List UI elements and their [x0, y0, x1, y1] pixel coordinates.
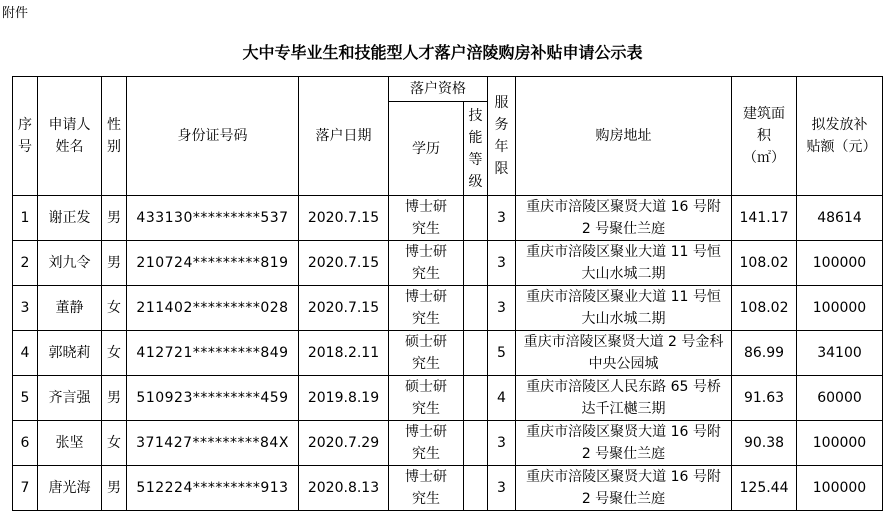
document-title: 大中专毕业生和技能型人才落户涪陵购房补贴申请公示表	[242, 43, 643, 62]
cell-address: 重庆市涪陵区聚贤大道 16 号附 2 号聚仕兰庭	[516, 196, 732, 241]
cell-gender: 女	[102, 286, 127, 331]
cell-id-number: 510923*********459	[127, 376, 299, 421]
cell-education: 博士研究生	[389, 286, 464, 331]
cell-address: 重庆市涪陵区聚贤大道 2 号金科中央公园城	[516, 331, 732, 376]
cell-settle-date: 2020.7.15	[299, 286, 389, 331]
table-row	[13, 466, 883, 511]
cell-id-number: 433130*********537	[127, 196, 299, 241]
cell-id-number: 371427*********84X	[127, 421, 299, 466]
cell-service-years: 4	[488, 376, 516, 421]
cell-name: 张坚	[38, 421, 102, 466]
cell-education: 博士研究生	[389, 241, 464, 286]
cell-seq: 5	[13, 376, 38, 421]
cell-education: 博士研究生	[389, 466, 464, 511]
cell-seq: 1	[13, 196, 38, 241]
cell-gender: 女	[102, 421, 127, 466]
cell-name: 刘九令	[38, 241, 102, 286]
header-seq: 序号	[13, 77, 38, 196]
header-education: 学历	[389, 102, 464, 196]
header-date: 落户日期	[299, 77, 389, 196]
cell-subsidy: 60000	[797, 376, 883, 421]
table-row	[13, 421, 883, 466]
header-qualification: 落户资格	[389, 77, 488, 102]
cell-id-number: 412721*********849	[127, 331, 299, 376]
cell-subsidy: 100000	[797, 421, 883, 466]
cell-skill-level	[464, 331, 488, 376]
cell-subsidy: 48614	[797, 196, 883, 241]
cell-seq: 7	[13, 466, 38, 511]
cell-skill-level	[464, 466, 488, 511]
cell-settle-date: 2018.2.11	[299, 331, 389, 376]
cell-subsidy: 100000	[797, 241, 883, 286]
cell-skill-level	[464, 376, 488, 421]
cell-name: 董静	[38, 286, 102, 331]
cell-seq: 6	[13, 421, 38, 466]
cell-education: 博士研究生	[389, 196, 464, 241]
cell-service-years: 5	[488, 331, 516, 376]
header-service-years: 服务年限	[488, 77, 516, 196]
cell-address: 重庆市涪陵区聚贤大道 16 号附 2 号聚仕兰庭	[516, 421, 732, 466]
cell-name: 谢正发	[38, 196, 102, 241]
cell-education: 博士研究生	[389, 421, 464, 466]
cell-gender: 男	[102, 466, 127, 511]
cell-gender: 男	[102, 196, 127, 241]
cell-skill-level	[464, 241, 488, 286]
cell-service-years: 3	[488, 466, 516, 511]
cell-seq: 4	[13, 331, 38, 376]
cell-name: 齐言强	[38, 376, 102, 421]
subsidy-table	[12, 76, 883, 511]
header-address: 购房地址	[516, 77, 732, 196]
cell-id-number: 211402*********028	[127, 286, 299, 331]
cell-address: 重庆市涪陵区聚业大道 11 号恒大山水城二期	[516, 286, 732, 331]
cell-gender: 男	[102, 376, 127, 421]
cell-gender: 男	[102, 241, 127, 286]
cell-area: 91.63	[732, 376, 797, 421]
cell-area: 108.02	[732, 241, 797, 286]
cell-id-number: 210724*********819	[127, 241, 299, 286]
cell-skill-level	[464, 286, 488, 331]
cell-seq: 2	[13, 241, 38, 286]
cell-name: 唐光海	[38, 466, 102, 511]
cell-skill-level	[464, 421, 488, 466]
header-id: 身份证号码	[127, 77, 299, 196]
cell-service-years: 3	[488, 286, 516, 331]
cell-address: 重庆市涪陵区聚贤大道 16 号附 2 号聚仕兰庭	[516, 466, 732, 511]
header-row-top	[13, 77, 883, 102]
cell-subsidy: 100000	[797, 286, 883, 331]
table-row	[13, 376, 883, 421]
cell-address: 重庆市涪陵区聚业大道 11 号恒大山水城二期	[516, 241, 732, 286]
header-subsidy: 拟发放补贴额（元）	[797, 77, 883, 196]
table-row	[13, 286, 883, 331]
cell-service-years: 3	[488, 241, 516, 286]
header-gender: 性别	[102, 77, 127, 196]
cell-settle-date: 2020.7.15	[299, 196, 389, 241]
cell-area: 108.02	[732, 286, 797, 331]
header-name: 申请人姓名	[38, 77, 102, 196]
cell-skill-level	[464, 196, 488, 241]
header-skill-level: 技能等级	[464, 102, 488, 196]
cell-service-years: 3	[488, 421, 516, 466]
cell-area: 86.99	[732, 331, 797, 376]
cell-seq: 3	[13, 286, 38, 331]
cell-service-years: 3	[488, 196, 516, 241]
cell-settle-date: 2020.7.29	[299, 421, 389, 466]
cell-id-number: 512224*********913	[127, 466, 299, 511]
cell-area: 141.17	[732, 196, 797, 241]
cell-address: 重庆市涪陵区人民东路 65 号桥达千江樾三期	[516, 376, 732, 421]
cell-subsidy: 34100	[797, 331, 883, 376]
table-row	[13, 331, 883, 376]
cell-name: 郭晓莉	[38, 331, 102, 376]
cell-area: 125.44	[732, 466, 797, 511]
cell-area: 90.38	[732, 421, 797, 466]
cell-settle-date: 2020.8.13	[299, 466, 389, 511]
cell-education: 硕士研究生	[389, 376, 464, 421]
cell-subsidy: 100000	[797, 466, 883, 511]
cell-settle-date: 2020.7.15	[299, 241, 389, 286]
cell-settle-date: 2019.8.19	[299, 376, 389, 421]
attachment-label: 附件	[2, 6, 29, 21]
table-row	[13, 241, 883, 286]
header-area: 建筑面积（㎡）	[732, 77, 797, 196]
table-row	[13, 196, 883, 241]
cell-gender: 女	[102, 331, 127, 376]
cell-education: 硕士研究生	[389, 331, 464, 376]
